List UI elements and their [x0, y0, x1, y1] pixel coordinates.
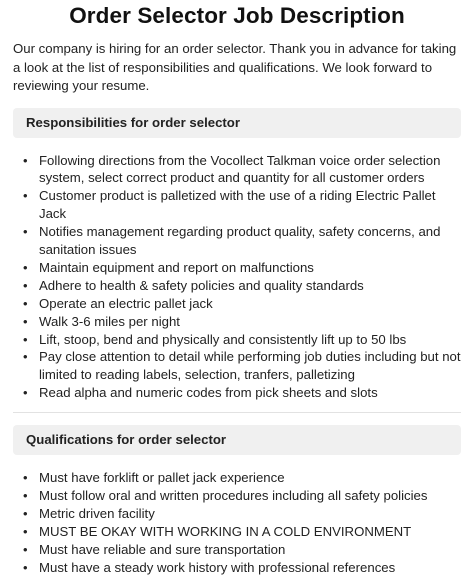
list-item-text: Must have a steady work history with professional references	[39, 559, 396, 575]
list-item-text: Following directions from the Vocollect Talkman voice order selection system, select correct product and quantity for all customer orders	[39, 152, 441, 186]
list-item	[23, 384, 461, 402]
list-item-text: MUST BE OKAY WITH WORKING IN A COLD ENVIRONMENT	[39, 523, 412, 539]
intro-paragraph: Our company is hiring for an order selector. Thank you in advance for taking a look at the list of responsibilities and qualifications. We look forward to reviewing your resume.	[13, 41, 457, 93]
list-item-text: Must have reliable and sure transportation	[39, 541, 286, 557]
list-item-text: Notifies management regarding product quality, safety concerns, and sanitation issues	[39, 224, 441, 258]
bullet-icon: •	[23, 331, 28, 347]
list-item	[23, 541, 461, 559]
list-item-text: Must follow oral and written procedures including all safety policies	[39, 488, 428, 504]
bullet-icon: •	[23, 224, 28, 240]
list-item	[23, 469, 461, 487]
responsibilities-list	[13, 152, 461, 403]
list-item	[23, 277, 461, 295]
list-item-text: Customer product is palletized with the use of a riding Electric Pallet Jack	[39, 188, 436, 222]
list-item-text: Walk 3-6 miles per night	[39, 313, 180, 329]
list-item	[23, 313, 461, 331]
bullet-icon: •	[23, 385, 28, 401]
qualifications-heading: Qualifications for order selector	[13, 425, 461, 455]
list-item-text: Operate an electric pallet jack	[39, 295, 213, 311]
bullet-icon: •	[23, 349, 28, 365]
list-item-text: Maintain equipment and report on malfunctions	[39, 259, 314, 275]
list-item-text: Pay close attention to detail while performing job duties including but not limited to reading labels, selection, tranfers, palletizing	[39, 349, 461, 383]
list-item	[23, 487, 461, 505]
list-item	[23, 259, 461, 277]
list-item	[23, 505, 461, 523]
bullet-icon: •	[23, 470, 28, 486]
list-item	[23, 187, 461, 223]
bullet-icon: •	[23, 313, 28, 329]
bullet-icon: •	[23, 506, 28, 521]
list-item	[23, 331, 461, 349]
bullet-icon: •	[23, 488, 28, 504]
responsibilities-heading: Responsibilities for order selector	[13, 108, 461, 138]
bullet-icon: •	[23, 188, 28, 204]
list-item	[23, 295, 461, 313]
bullet-icon: •	[23, 152, 28, 168]
list-item-text: Metric driven facility	[39, 506, 155, 521]
list-item	[23, 223, 461, 259]
section-divider	[13, 412, 461, 413]
list-item	[23, 348, 461, 384]
bullet-icon: •	[23, 295, 28, 311]
list-item-text: Adhere to health & safety policies and quality standards	[39, 277, 364, 293]
list-item	[23, 523, 461, 541]
bullet-icon: •	[23, 523, 28, 539]
list-item-text: Read alpha and numeric codes from pick sheets and slots	[39, 385, 378, 401]
page-title: Order Selector Job Description	[69, 3, 405, 28]
list-item	[23, 559, 461, 577]
qualifications-list	[13, 469, 461, 576]
bullet-icon: •	[23, 259, 28, 275]
bullet-icon: •	[23, 541, 28, 557]
bullet-icon: •	[23, 559, 28, 575]
bullet-icon: •	[23, 277, 28, 293]
list-item-text: Lift, stoop, bend and physically and consistently lift up to 50 lbs	[39, 331, 407, 347]
list-item	[23, 152, 461, 188]
list-item-text: Must have forklift or pallet jack experience	[39, 470, 285, 486]
